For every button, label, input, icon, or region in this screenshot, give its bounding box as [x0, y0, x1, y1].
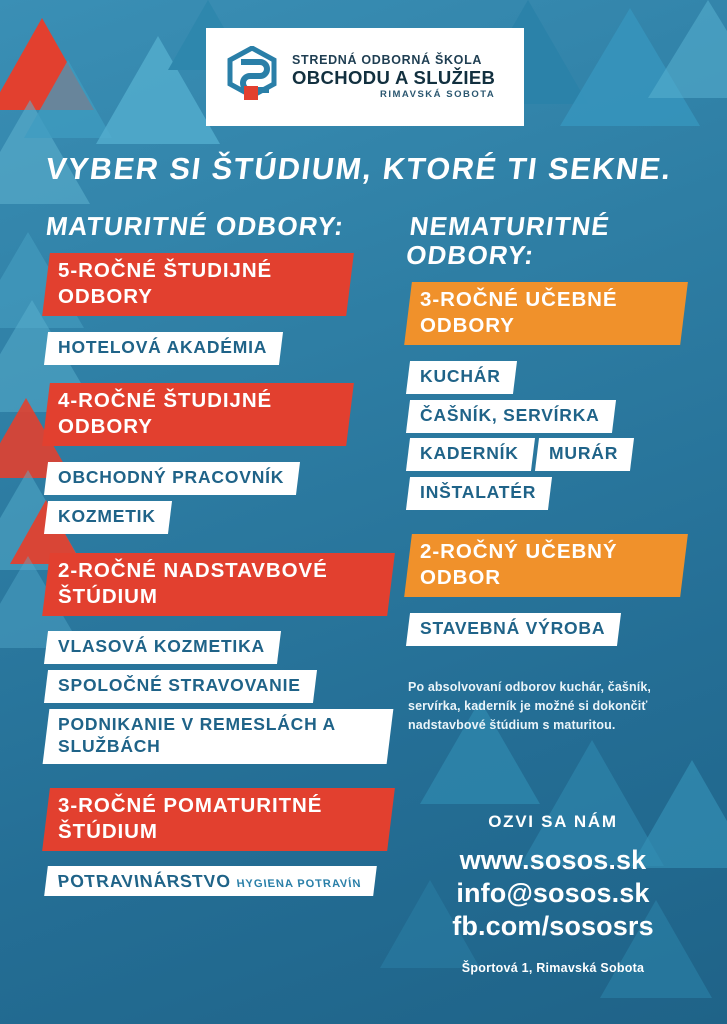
contact-web[interactable]: www.sosos.sk	[459, 845, 647, 875]
item-spolocne-stravovanie: SPOLOČNÉ STRAVOVANIE	[44, 670, 317, 703]
item-potravinarstvo	[44, 866, 377, 896]
item-vlasova-kozmetika: VLASOVÁ KOZMETIKA	[44, 631, 281, 664]
group-block	[408, 534, 688, 651]
group-block	[46, 383, 391, 539]
group-block	[46, 553, 391, 770]
poster-headline: VYBER SI ŠTÚDIUM, KTORÉ TI SEKNE.	[43, 152, 675, 186]
column-title-nematuritne	[404, 212, 691, 270]
item-kozmetik: KOZMETIK	[44, 501, 172, 534]
category-5-rocne-studijne: 5-ROČNÉ ŠTUDIJNÉ ODBORY	[42, 253, 354, 316]
item-casnik-servirka: ČAŠNÍK, SERVÍRKA	[406, 400, 616, 433]
item-kuchar: KUCHÁR	[406, 361, 517, 394]
item-potravinarstvo-name: POTRAVINÁRSTVO	[56, 871, 233, 892]
logo-line-3: RIMAVSKÁ SOBOTA	[379, 89, 496, 101]
item-hotelova-akademia: HOTELOVÁ AKADÉMIA	[44, 332, 283, 365]
sos-hexagon-logo-icon	[224, 46, 280, 108]
contact-heading: OZVI SA NÁM	[488, 812, 618, 831]
contact-address: Športová 1, Rimavská Sobota	[461, 960, 645, 975]
category-2-rocny-ucebny: 2-ROČNÝ UČEBNÝ ODBOR	[404, 534, 688, 597]
category-4-rocne-studijne: 4-ROČNÉ ŠTUDIJNÉ ODBORY	[42, 383, 354, 446]
logo-line-2: OBCHODU A SLUŽIEB	[292, 66, 496, 88]
group-block	[46, 788, 391, 902]
contact-facebook[interactable]: fb.com/sososrs	[452, 910, 654, 941]
column-nematuritne	[404, 211, 688, 736]
item-stavebna-vyroba: STAVEBNÁ VÝROBA	[406, 613, 621, 646]
item-potravinarstvo-sub: HYGIENA POTRAVÍN	[235, 878, 362, 891]
contact-block	[408, 812, 698, 975]
item-obchodny-pracovnik: OBCHODNÝ PRACOVNÍK	[44, 462, 300, 495]
category-3-rocne-pomaturitne: 3-ROČNÉ POMATURITNÉ ŠTÚDIUM	[42, 788, 395, 851]
column-title-text: MATURITNÉ ODBORY:	[44, 211, 347, 241]
group-block	[46, 253, 391, 370]
category-3-rocne-ucebne: 3-ROČNÉ UČEBNÉ ODBORY	[404, 282, 688, 345]
category-2-rocne-nadstavbove: 2-ROČNÉ NADSTAVBOVÉ ŠTÚDIUM	[42, 553, 395, 616]
triangle-icon	[648, 0, 727, 98]
column-maturitne	[46, 212, 391, 906]
logo-text-block	[292, 54, 495, 101]
note-text: Po absolvovaní odborov kuchár, čašník, servírka, kaderník je možné si dokončiť nadstavbové štúdium s maturitou.	[408, 679, 652, 733]
column-title-maturitne	[44, 212, 393, 241]
item-kadernik: KADERNÍK	[406, 438, 535, 471]
contact-email[interactable]: info@sosos.sk	[456, 877, 650, 908]
group-block	[408, 282, 688, 516]
item-instalater: INŠTALATÉR	[406, 477, 552, 510]
item-murar: MURÁR	[535, 438, 634, 471]
school-logo-card	[206, 28, 524, 126]
column-title-text: NEMATURITNÉ ODBORY:	[404, 211, 612, 271]
logo-line-1: STREDNÁ ODBORNÁ ŠKOLA	[292, 52, 483, 67]
item-podnikanie-v-remeslach: PODNIKANIE V REMESLÁCH A SLUŽBÁCH	[43, 709, 394, 764]
